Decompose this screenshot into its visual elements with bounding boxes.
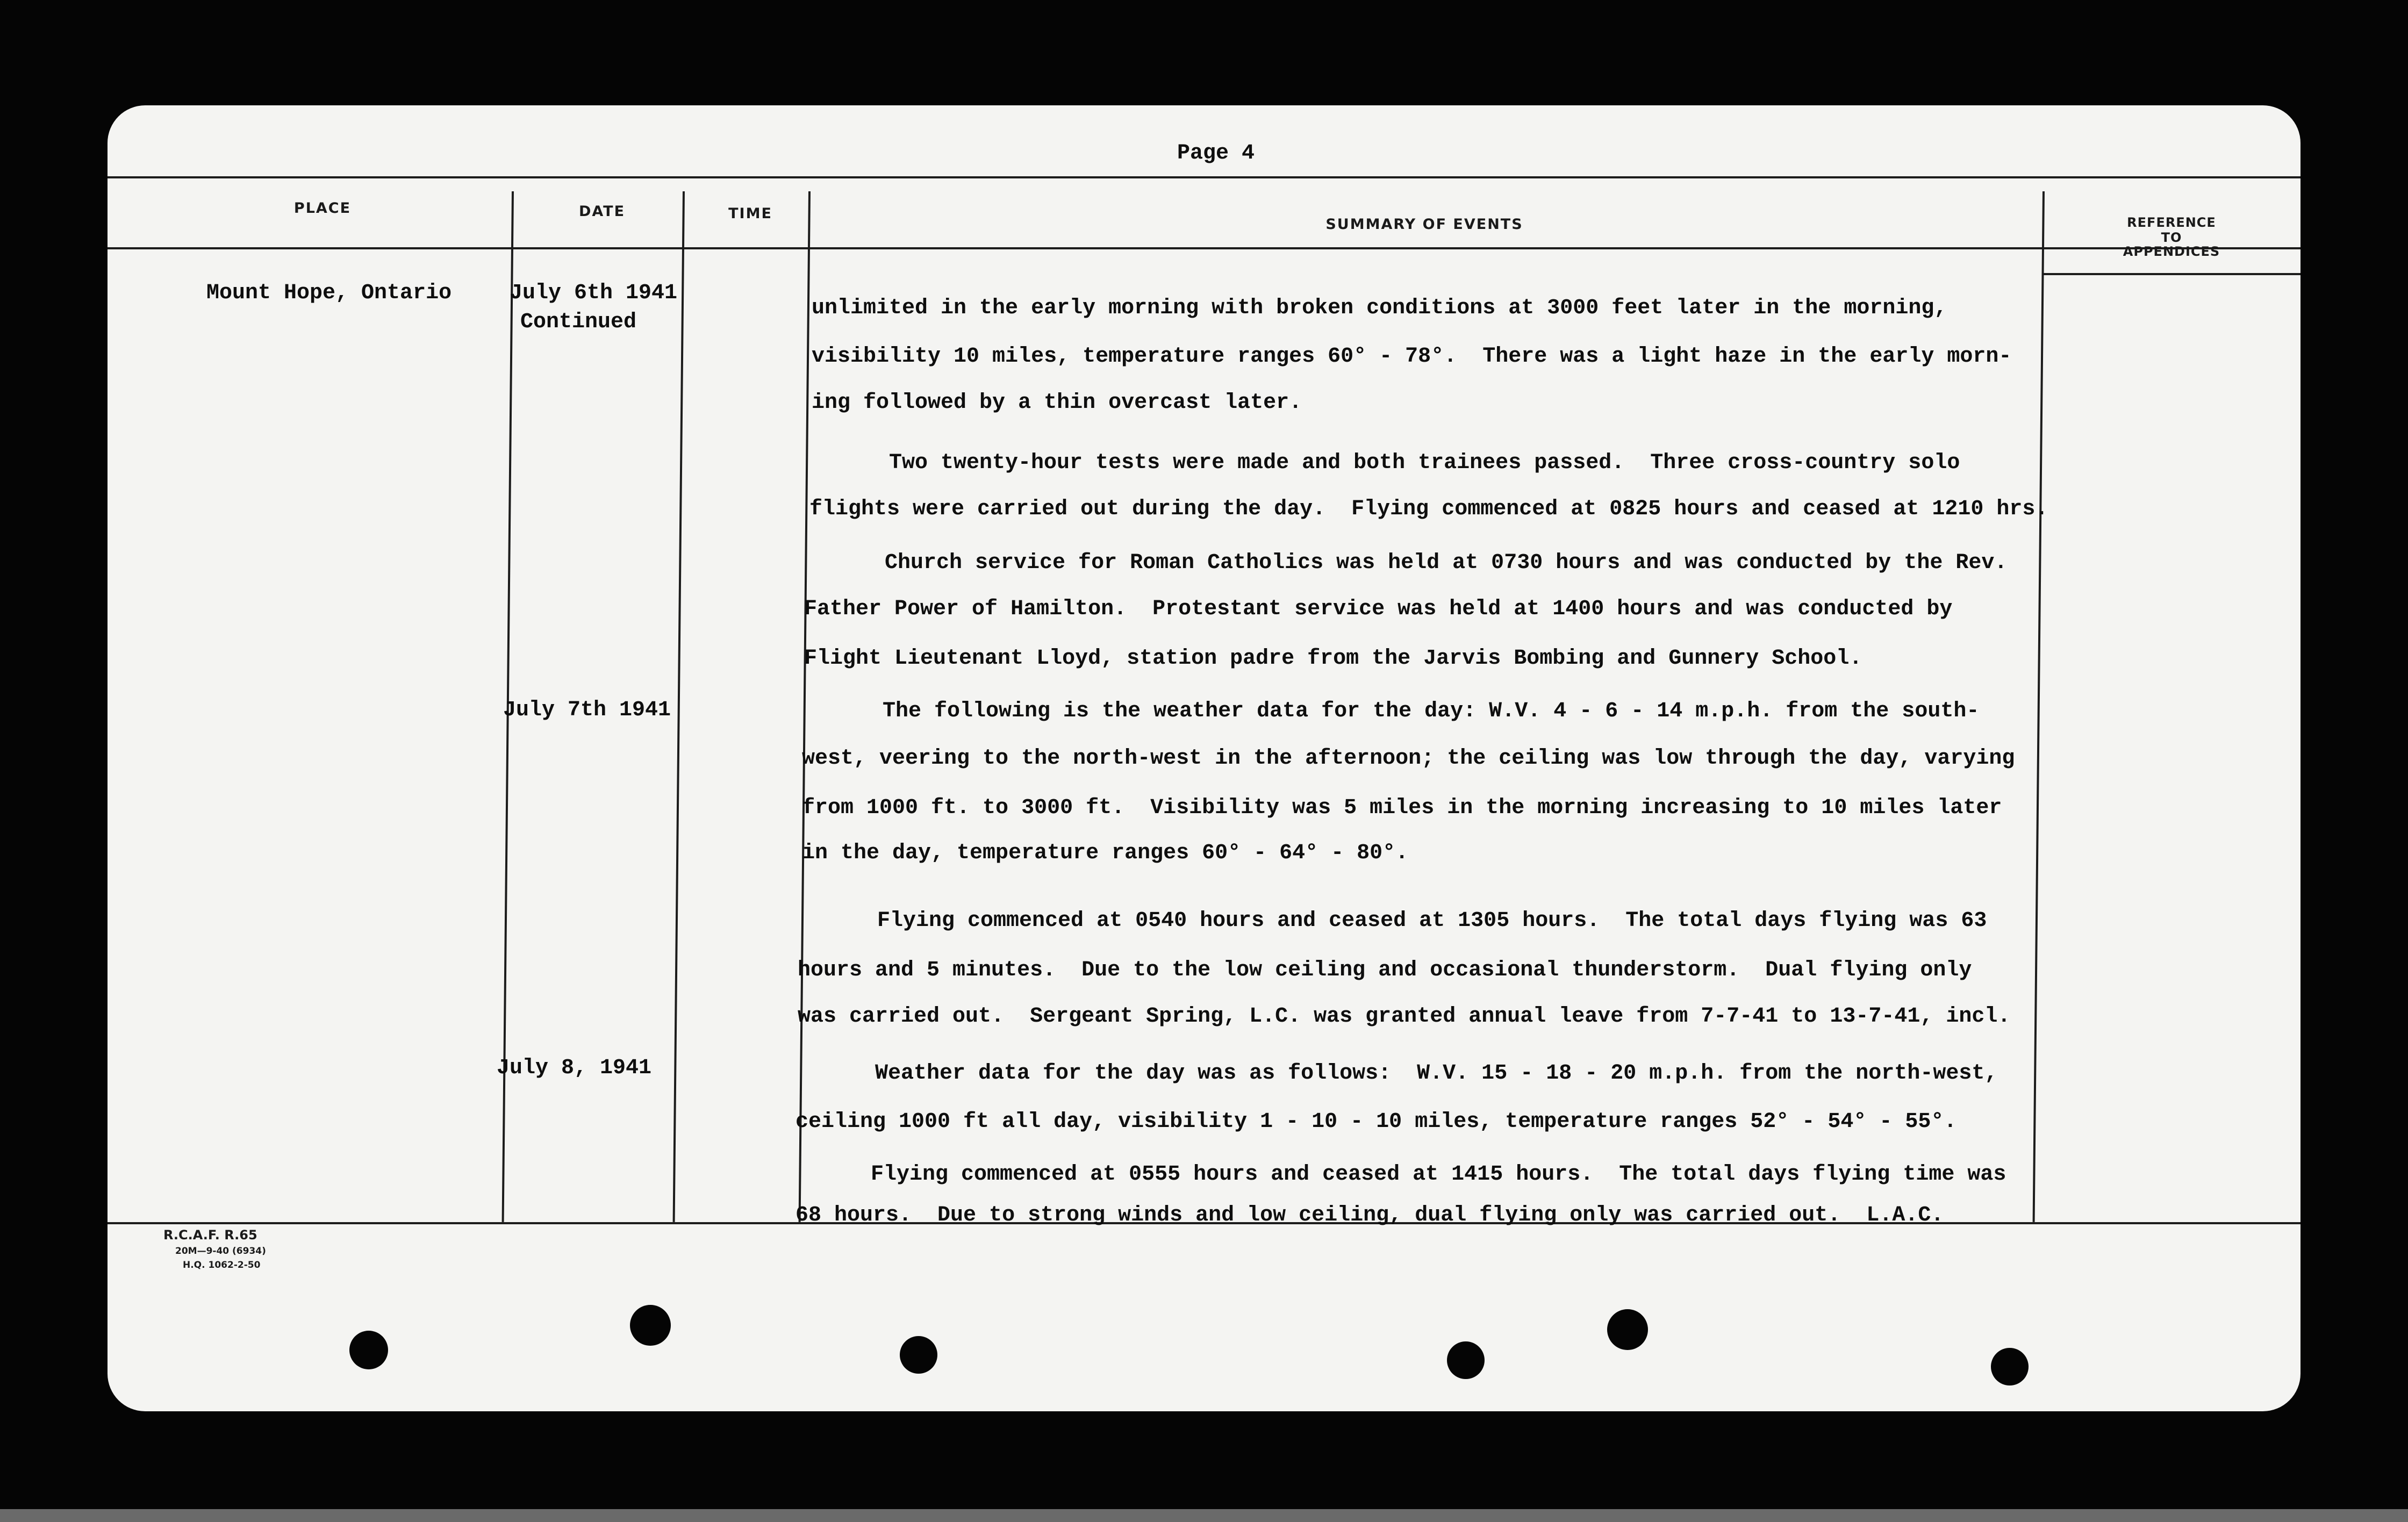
time-header: TIME xyxy=(728,205,772,222)
punch-hole xyxy=(1607,1309,1648,1350)
scanner-edge xyxy=(0,1509,2408,1522)
date-entry-july-7: July 7th 1941 xyxy=(503,698,671,722)
reference-header-line-2: TO xyxy=(2161,230,2182,245)
header-top-rule xyxy=(108,176,2300,178)
reference-header-line-1: REFERENCE xyxy=(2127,215,2216,230)
summary-reference-divider xyxy=(2033,191,2045,1222)
date-entry-july-6: July 6th 1941 xyxy=(510,281,678,305)
summary-line: Flying commenced at 0540 hours and ceased at 1305 hours. The total days flying was 63 xyxy=(877,909,1987,933)
summary-line: Flying commenced at 0555 hours and ceased at 1415 hours. The total days flying time was xyxy=(871,1162,2006,1187)
summary-line: 68 hours. Due to strong winds and low ceiling, dual flying only was carried out. L.A.C. xyxy=(796,1203,1944,1227)
punch-hole xyxy=(1447,1341,1485,1379)
summary-line: ceiling 1000 ft all day, visibility 1 - 10 - 10 miles, temperature ranges 52° - 54° - 55°. xyxy=(796,1110,1957,1134)
summary-line: from 1000 ft. to 3000 ft. Visibility was 5 miles in the morning increasing to 10 miles later xyxy=(802,796,2002,820)
diary-card xyxy=(108,105,2300,1411)
punch-hole xyxy=(1991,1348,2029,1385)
punch-hole xyxy=(349,1331,388,1369)
date-entry-july-8: July 8, 1941 xyxy=(497,1056,652,1080)
summary-line: visibility 10 miles, temperature ranges 60° - 78°. There was a light haze in the early morn- xyxy=(812,344,2012,369)
punch-hole xyxy=(630,1305,671,1346)
reference-header-rule xyxy=(2042,273,2300,275)
time-summary-divider xyxy=(799,191,811,1222)
punch-hole xyxy=(900,1336,937,1374)
date-time-divider xyxy=(673,191,685,1222)
summary-line: Father Power of Hamilton. Protestant service was held at 1400 hours and was conducted by xyxy=(804,597,1953,621)
date-entry-continued: Continued xyxy=(520,310,637,334)
summary-line: Weather data for the day was as follows: W.V. 15 - 18 - 20 m.p.h. from the north-west, xyxy=(875,1061,1998,1086)
reference-header-line-3: APPENDICES xyxy=(2123,244,2220,259)
form-number-line-2: 20M—9-40 (6934) xyxy=(175,1246,266,1257)
place-entry: Mount Hope, Ontario xyxy=(206,281,452,305)
summary-line: unlimited in the early morning with broken conditions at 3000 feet later in the morning, xyxy=(812,296,1947,320)
summary-line: Flight Lieutenant Lloyd, station padre from the Jarvis Bombing and Gunnery School. xyxy=(804,647,1862,671)
header-bottom-rule xyxy=(108,247,2300,249)
date-header: DATE xyxy=(578,203,626,220)
summary-line: in the day, temperature ranges 60° - 64° - 80°. xyxy=(802,841,1409,865)
summary-line: Two twenty-hour tests were made and both trainees passed. Three cross-country solo xyxy=(889,451,1960,475)
summary-line: was carried out. Sergeant Spring, L.C. was granted annual leave from 7-7-41 to 13-7-41, incl. xyxy=(798,1004,2011,1029)
form-number-line-3: H.Q. 1062-2-50 xyxy=(183,1260,261,1270)
place-header: PLACE xyxy=(293,200,352,217)
page-label: Page 4 xyxy=(1177,141,1255,166)
summary-line: The following is the weather data for the day: W.V. 4 - 6 - 14 m.p.h. from the south- xyxy=(883,699,1980,723)
summary-line: flights were carried out during the day. Flying commenced at 0825 hours and ceased at 1210 hrs. xyxy=(809,497,2048,521)
summary-line: west, veering to the north-west in the afternoon; the ceiling was low through the day, varying xyxy=(802,746,2015,771)
form-number-line-1: R.C.A.F. R.65 xyxy=(163,1227,257,1243)
summary-line: ing followed by a thin overcast later. xyxy=(812,391,1302,415)
summary-line: hours and 5 minutes. Due to the low ceiling and occasional thunderstorm. Dual flying only xyxy=(798,958,1972,982)
summary-header: SUMMARY OF EVENTS xyxy=(1325,216,1523,233)
summary-line: Church service for Roman Catholics was held at 0730 hours and was conducted by the Rev. xyxy=(885,551,2008,575)
